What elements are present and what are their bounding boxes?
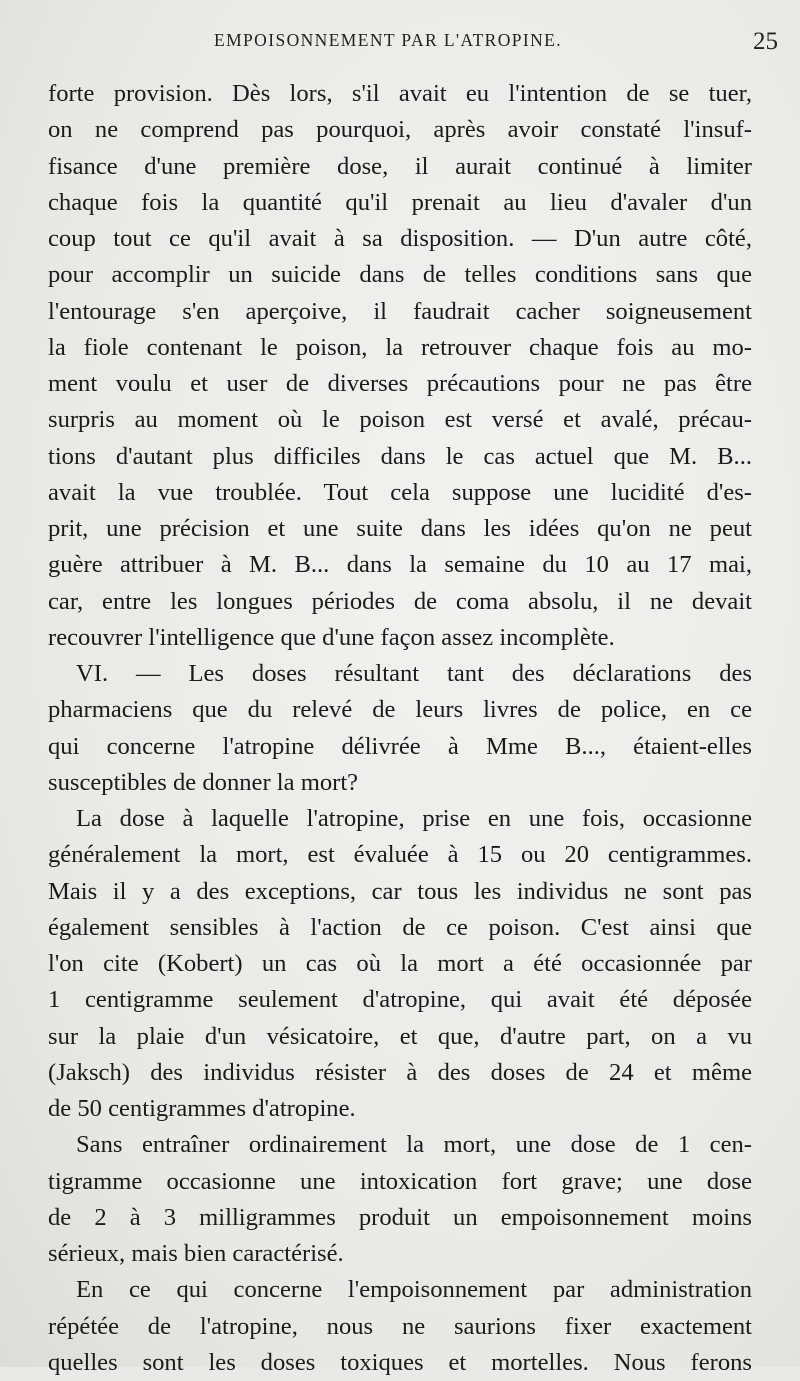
text-line: Mais il y a des exceptions, car tous les individus ne sont pas [48, 877, 752, 905]
text-line: tions d'autant plus difficiles dans le cas actuel que M. B... [48, 442, 752, 470]
text-line: (Jaksch) des individus résister à des doses de 24 et même [48, 1058, 752, 1086]
text-line: sur la plaie d'un vésicatoire, et que, d'autre part, on a vu [48, 1022, 752, 1050]
page-number: 25 [753, 28, 778, 55]
text-line: généralement la mort, est évaluée à 15 ou 20 centigrammes. [48, 841, 752, 869]
text-line: avait la vue troublée. Tout cela suppose une lucidité d'es- [48, 478, 752, 506]
text-line: également sensibles à l'action de ce poison. C'est ainsi que [48, 913, 752, 941]
running-header: EMPOISONNEMENT PAR L'ATROPINE. [214, 30, 563, 50]
text-line: Sans entraîner ordinairement la mort, une dose de 1 cen- [76, 1131, 752, 1159]
text-line: la fiole contenant le poison, la retrouver chaque fois au mo- [48, 333, 752, 361]
text-line: 1 centigramme seulement d'atropine, qui avait été déposée [48, 986, 752, 1014]
text-line: coup tout ce qu'il avait à sa disposition. — D'un autre côté, [48, 225, 752, 252]
text-line: fisance d'une première dose, il aurait continué à limiter [48, 152, 752, 180]
text-line: tigramme occasionne une intoxication fort grave; une dose [48, 1167, 752, 1195]
text-line: pour accomplir un suicide dans de telles conditions sans que [48, 261, 752, 289]
text-line: l'entourage s'en aperçoive, il faudrait cacher soigneusement [48, 297, 752, 325]
text-line: VI. — Les doses résultant tant des déclarations des [76, 660, 752, 687]
body-text [48, 76, 752, 1381]
text-line: sérieux, mais bien caractérisé. [48, 1240, 344, 1267]
text-line: ment voulu et user de diverses précautions pour ne pas être [48, 370, 752, 397]
text-line: répétée de l'atropine, nous ne saurions fixer exactement [48, 1312, 752, 1340]
text-line: prit, une précision et une suite dans les idées qu'on ne peut [48, 515, 752, 542]
text-line: l'on cite (Kobert) un cas où la mort a été occasionnée par [48, 950, 752, 977]
text-line: recouvrer l'intelligence que d'une façon assez incomplète. [48, 623, 615, 651]
text-line: car, entre les longues périodes de coma absolu, il ne devait [48, 587, 752, 615]
text-line: pharmaciens que du relevé de leurs livres de police, en ce [48, 696, 752, 724]
text-line: quelles sont les doses toxiques et mortelles. Nous ferons [48, 1348, 752, 1376]
text-line: qui concerne l'atropine délivrée à Mme B..., étaient-elles [48, 732, 752, 760]
text-line: de 2 à 3 milligrammes produit un empoisonnement moins [48, 1203, 752, 1231]
text-line: surpris au moment où le poison est versé et avalé, précau- [48, 406, 752, 434]
text-line: susceptibles de donner la mort? [48, 768, 359, 796]
text-line: on ne comprend pas pourquoi, après avoir constaté l'insuf- [48, 116, 752, 144]
text-line: La dose à laquelle l'atropine, prise en une fois, occasionne [76, 805, 752, 832]
text-line: guère attribuer à M. B... dans la semaine du 10 au 17 mai, [48, 551, 752, 579]
text-line: chaque fois la quantité qu'il prenait au lieu d'avaler d'un [48, 188, 752, 216]
text-line: En ce qui concerne l'empoisonnement par administration [76, 1276, 752, 1304]
text-line: de 50 centigrammes d'atropine. [48, 1095, 356, 1122]
text-line: forte provision. Dès lors, s'il avait eu l'intention de se tuer, [48, 80, 752, 107]
